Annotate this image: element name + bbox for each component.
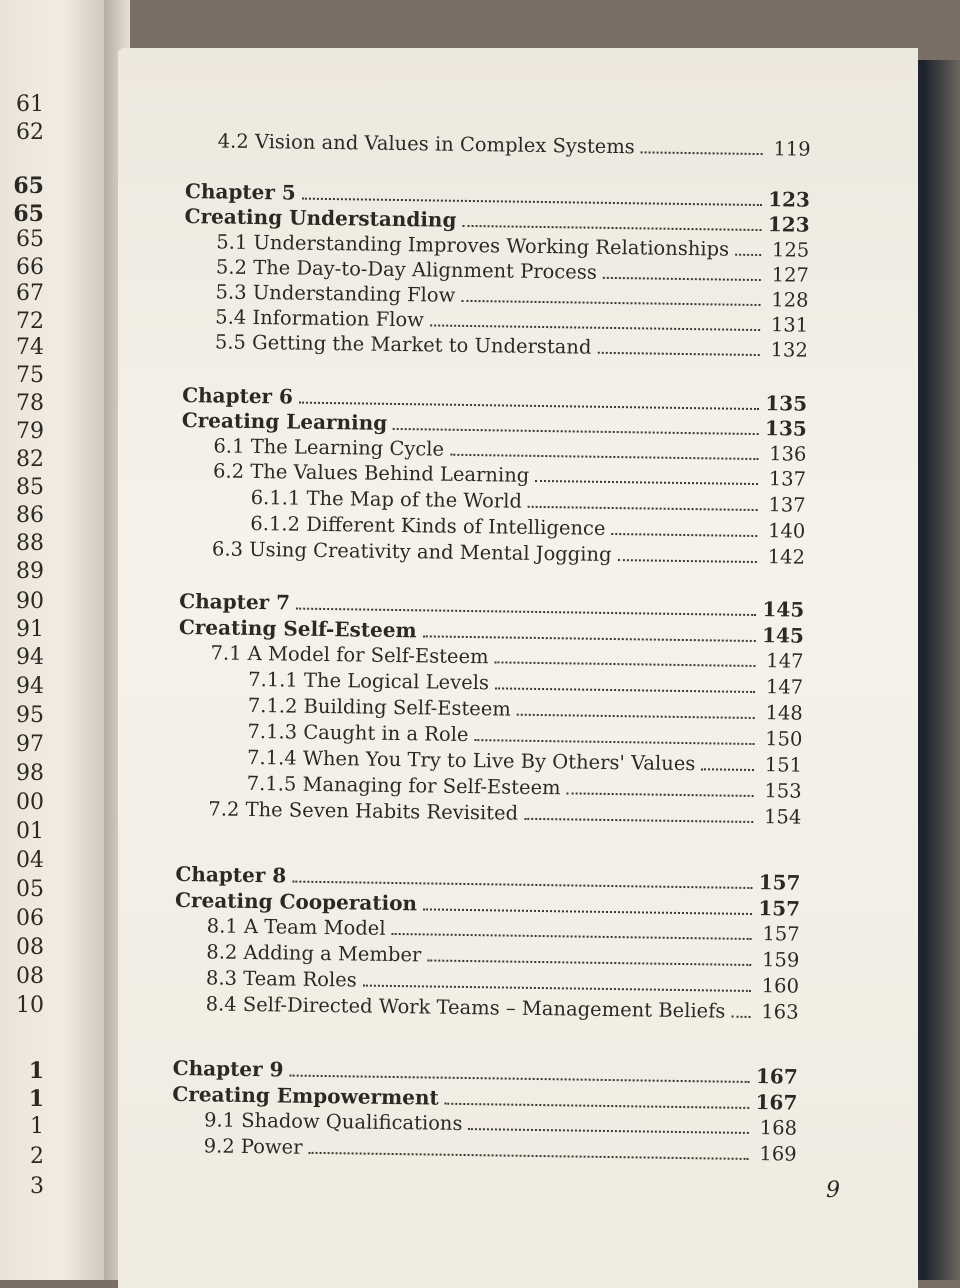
left-page-number: 85 [16,475,44,500]
toc-entry-page: 154 [763,805,802,829]
toc-entry-page: 148 [765,701,803,725]
toc-entry-title: 5.2 The Day-to-Day Alignment Process [215,255,597,284]
dot-leader [603,275,761,281]
toc-entry-page: 128 [771,288,809,312]
toc-entry-page: 157 [762,922,800,946]
toc-entry-page: 137 [768,493,806,517]
toc-entry-title: 7.1 A Model for Self-Esteem [210,641,489,669]
left-page-number: 94 [16,674,44,699]
dot-leader [701,766,754,771]
toc-entry-page: 167 [755,1064,798,1089]
toc-entry-page: 150 [765,727,803,751]
dot-leader [445,1101,750,1109]
dot-leader [423,906,752,915]
toc-entry-title: Chapter 7 [179,588,291,615]
toc-entry-title: Creating Empowerment [172,1081,439,1110]
dot-leader [296,606,756,616]
dot-leader [617,557,756,563]
toc-entry-title: 8.3 Team Roles [205,966,357,992]
toc-entry-title: Creating Cooperation [174,887,418,916]
toc-entry-title: Chapter 8 [175,861,287,888]
left-page-number: 82 [16,447,44,472]
toc-entry-page: 136 [769,442,807,466]
left-page-number: 91 [16,617,44,642]
toc-entry-page: 167 [755,1090,798,1115]
dot-leader [495,685,755,693]
toc-entry-page: 157 [758,870,801,895]
toc-entry-title: 8.2 Adding a Member [206,940,422,967]
left-page-number: 08 [16,935,44,960]
toc-entry-title: 7.1.1 The Logical Levels [248,667,490,695]
left-page-number: 1 [28,1058,44,1084]
toc-entry-title: Chapter 9 [172,1055,284,1082]
toc-entry-page: 131 [770,313,809,337]
left-page-number: 01 [16,819,44,844]
dot-leader [461,298,760,306]
dot-leader [430,322,760,331]
page-number: 9 [826,1178,840,1203]
toc-entry-title: Chapter 5 [184,178,296,205]
toc-entry-title: Creating Understanding [184,203,457,232]
toc-entry-page: 125 [771,238,810,262]
toc-entry-title: 7.1.5 Managing for Self-Esteem [246,771,561,800]
dot-leader [289,1073,749,1083]
dot-leader [735,252,761,256]
toc-entry-page: 157 [758,896,801,921]
dot-leader [308,1150,748,1160]
toc-entry-title: 5.1 Understanding Improves Working Relationships [216,230,730,261]
dot-leader [494,659,755,667]
left-page-number: 65 [13,173,44,199]
toc-entry-page: 153 [764,779,802,803]
toc-entry-title: 5.5 Getting the Market to Understand [214,330,592,359]
left-page-number: 98 [16,761,44,786]
left-page-number: 75 [16,363,44,388]
toc-entry-title: 6.1.2 Different Kinds of Intelligence [250,511,606,540]
toc-entry-title: 9.2 Power [203,1134,303,1159]
left-page-number: 89 [16,559,44,584]
toc-entry-page: 123 [767,212,810,237]
left-page-number: 2 [30,1144,44,1169]
dot-leader [641,149,763,155]
toc-entry-page: 160 [761,974,800,998]
toc-entry-title: 7.1.4 When You Try to Live By Others' Values [246,745,696,776]
left-page-number: 66 [16,255,44,280]
dot-leader [302,196,762,206]
toc-entry-title: 4.2 Vision and Values in Complex Systems [217,129,635,159]
left-page-number: 65 [16,227,44,252]
left-page-number: 72 [16,309,44,334]
dot-leader [423,633,756,642]
dot-leader [450,452,758,460]
toc-entry-page: 135 [764,416,807,441]
toc-entry-title: 7.1.3 Caught in a Role [247,719,469,747]
left-page-number: 61 [16,92,44,117]
left-page-number: 1 [30,1114,44,1139]
left-page-number: 88 [16,531,44,556]
toc-entry-title: 6.2 The Values Behind Learning [212,459,530,487]
toc-entry-page: 163 [761,1000,799,1024]
dot-leader [474,737,754,745]
dot-leader [597,350,759,356]
left-page-number: 00 [16,790,44,815]
toc-entry-page: 145 [762,597,805,622]
toc-entry-page: 135 [765,391,808,416]
dot-leader [611,531,757,537]
left-page-number: 95 [16,703,44,728]
toc-entry-title: 5.4 Information Flow [215,305,425,332]
toc-entry-title: 8.4 Self-Directed Work Teams – Management Beliefs [205,992,726,1023]
toc-entry-title: 6.1 The Learning Cycle [213,434,445,461]
toc-entry-title: 6.1.1 The Map of the World [250,485,523,513]
toc-entry-page: 145 [761,623,805,648]
left-page-number: 65 [13,201,44,227]
left-page-number: 94 [16,645,44,670]
left-page-number: 86 [16,503,44,528]
toc-entry-title: Creating Learning [181,407,388,435]
toc-entry-title: 5.3 Understanding Flow [215,280,456,307]
dot-leader [524,816,753,823]
left-page-number: 78 [16,391,44,416]
toc-entry-title: 8.1 A Team Model [206,914,386,940]
dot-leader [363,983,751,992]
toc-entry-page: 142 [767,545,806,569]
left-page-number: 74 [16,335,44,360]
toc-entry-page: 132 [770,338,809,362]
left-page-number: 04 [16,848,44,873]
dot-leader [292,879,752,889]
left-page-number: 1 [28,1086,44,1112]
dot-leader [528,504,758,511]
dot-leader [462,223,761,231]
left-page-number: 79 [16,419,44,444]
left-page-number: 05 [16,877,44,902]
toc-entry-page: 127 [771,263,810,287]
toc-entry-page: 137 [768,467,807,491]
left-page-number: 06 [16,906,44,931]
toc-entry-page: 168 [759,1116,798,1140]
toc-entry-page: 147 [765,675,804,699]
dot-leader [427,957,751,966]
left-page-number: 97 [16,732,44,757]
dot-leader [535,478,758,485]
dot-leader [731,1014,750,1018]
toc-entry-page: 159 [761,948,800,972]
toc-entry-page: 123 [768,187,811,212]
left-page-number: 3 [30,1174,44,1199]
left-page-number: 62 [16,120,44,145]
dot-leader [391,931,751,940]
dot-leader [393,426,759,435]
toc-entry-page: 151 [764,753,803,777]
dot-leader [299,400,759,410]
toc-entry-page: 140 [767,519,806,543]
left-page-number: 08 [16,964,44,989]
toc-entry-title: Chapter 6 [181,382,294,409]
toc-entry-page: 147 [766,649,804,673]
left-page-number: 10 [16,993,44,1018]
toc-entry-title: 9.1 Shadow Qualifications [203,1108,463,1135]
dot-leader [468,1126,749,1134]
left-page-number: 90 [16,589,44,614]
toc-entry-title: 6.3 Using Creativity and Mental Jogging [211,537,612,566]
toc-entry-title: 7.2 The Seven Habits Revisited [208,797,519,825]
toc-entry-page: 169 [759,1142,797,1166]
toc-entry-page: 119 [773,137,811,161]
dot-leader [517,712,755,719]
left-page-number: 67 [16,281,44,306]
toc-entry-title: Creating Self-Esteem [178,614,417,643]
dot-leader [567,790,754,797]
toc-entry-title: 7.1.2 Building Self-Esteem [247,693,511,721]
